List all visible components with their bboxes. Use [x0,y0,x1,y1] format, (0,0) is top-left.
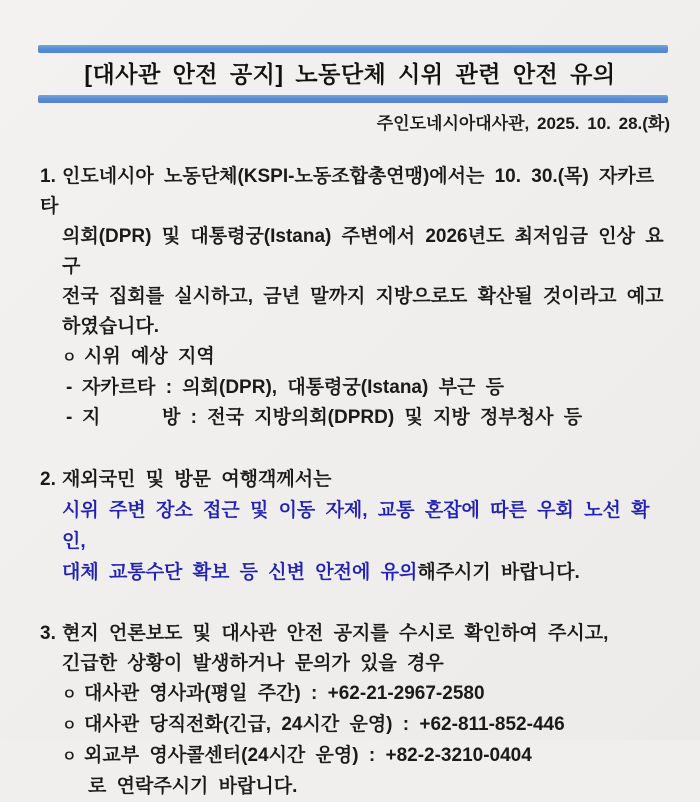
section-3 [40,619,672,802]
section-1 [40,162,672,433]
contact-consular-section [40,679,672,710]
section-1-text: 인도네시아 노동단체(KSPI-노동조합총연맹)에서는 10. 30.(목) 자카르타 [40,166,655,217]
contact-callcenter [40,741,672,772]
notice-title: [대사관 안전 공지] 노동단체 시위 관련 안전 유의 [84,61,616,87]
dash-bullet-marker: - [66,377,73,398]
circle-bullet-marker: ㅇ [62,349,77,366]
safety-advice-line [40,557,672,588]
top-divider-bar [38,45,668,53]
contact-duty-phone-text: 대사관 당직전화(긴급, 24시간 운영) : +62-811-852-446 [84,714,565,735]
area-item-jakarta-text: 자카르타 : 의회(DPR), 대통령궁(Istana) 부근 등 [82,377,504,398]
notice-body [0,162,700,802]
contact-callcenter-text: 외교부 영사콜센터(24시간 운영) : +82-2-3210-0404 [84,745,532,766]
section-1-line: 하였습니다. [62,316,160,337]
safety-advice-highlight: 대체 교통수단 확보 등 신변 안전에 유의 [62,562,418,583]
contact-consular-text: 대사관 영사과(평일 주간) : +62-21-2967-2580 [84,683,485,704]
section-2-number: 2. [40,469,56,490]
circle-bullet-marker: ㅇ [62,748,77,765]
safety-advice-tail: 해주시기 바랍니다. [417,562,580,583]
expected-areas-bullet [40,342,672,373]
title-divider-bar [38,95,668,103]
area-item-regions-text: 지 방 : 전국 지방의회(DPRD) 및 지방 정부청사 등 [82,407,583,428]
closing-line: 로 연락주시기 바랍니다. [88,776,298,797]
safety-advice-highlight: 시위 주변 장소 접근 및 이동 자제, 교통 혼잡에 따른 우회 노선 확인, [62,500,650,552]
circle-bullet-marker: ㅇ [62,686,77,703]
section-1-line [40,162,672,222]
section-1-line: 의회(DPR) 및 대통령궁(Istana) 주변에서 2026년도 최저임금 인상 요구 [62,226,664,277]
contact-duty-phone [40,710,672,741]
dash-bullet-marker: - [66,407,73,428]
section-2 [40,464,672,588]
section-2-line [40,464,672,495]
section-3-line: 긴급한 상황이 발생하거나 문의가 있을 경우 [62,653,444,674]
section-2-lead: 재외국민 및 방문 여행객께서는 [62,469,332,490]
area-item-jakarta [40,373,672,403]
section-3-number: 3. [40,623,56,644]
area-item-regions [40,403,672,433]
expected-areas-label: 시위 예상 지역 [84,346,215,367]
section-1-number: 1. [40,166,56,187]
section-3-line [40,619,672,649]
issuer-date-line: 주인도네시아대사관, 2025. 10. 28.(화) [376,114,670,133]
section-3-text: 현지 언론보도 및 대사관 안전 공지를 수시로 확인하여 주시고, [62,623,609,644]
section-1-line: 전국 집회를 실시하고, 금년 말까지 지방으로도 확산될 것이라고 예고 [62,286,664,307]
circle-bullet-marker: ㅇ [62,717,77,734]
